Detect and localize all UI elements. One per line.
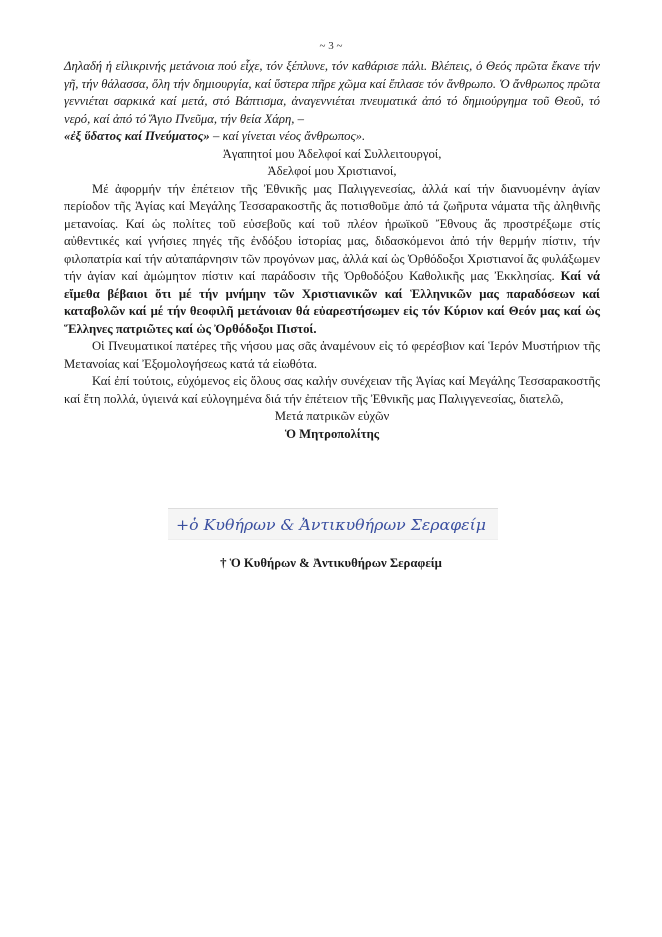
closing-paragraph: Καί ἐπί τούτοις, εὐχόμενος εἰς ὅλους σας καλήν συνέχειαν τῆς Ἁγίας καί Μεγάλης Τεσσαρακοστῆς καί ἔτη πολλά, ὑγιεινά καί εὐλογημένα διά τήν ἐπέτειον τῆς Ἐθνικῆς μας Παλιγγενεσίας, διατελῶ, [64,374,600,406]
closing-wishes: Μετά πατρικῶν εὐχῶν [274,409,390,423]
page-number: ~ 3 ~ [319,40,343,52]
handwritten-signature [168,508,498,540]
main-paragraph-bold: Καί νά εἴμεθα βέβαιοι ὅτι μέ τήν μνήμην τῶν Χριστιανικῶν καί Ἑλληνικῶν μας παραδόσεων καί καταβολῶν καί μέ τήν θεοφιλῆ μετάνοιαν θά εὐαρεστήσωμεν εἰς τόν Κύριον καί Θεόν μας καί ὡς Ἕλληνες πατριῶτες καί ὡς Ὀρθόδοξοι Πιστοί. [64,269,600,336]
metropolitan-title: Ὁ Μητροπολίτης [284,426,380,441]
svg-text:+ὁ Κυθήρων & Ἀντικυθήρων Σεραφ: +ὁ Κυθήρων & Ἀντικυθήρων Σεραφείμ [176,516,486,534]
confession-paragraph: Οἱ Πνευματικοί πατέρες τῆς νήσου μας σᾶς ἀναμένουν εἰς τό φερέσβιον καί Ἱερόν Μυστήριον τῆς Μετανοίας καί Ἐξομολογήσεως κατά τά εἰωθότα. [64,339,600,371]
main-paragraph-text: Μέ ἀφορμήν τήν ἐπέτειον τῆς Ἐθνικῆς μας Παλιγγενεσίας, ἀλλά καί τήν διανυομένην ἁγίαν περίοδον τῆς Ἁγίας καί Μεγάλης Τεσσαρακοστῆς ἄς ποτισθοῦμε ἀπό τά ζωῆρυτα νάματα τῆς ἀληθινῆς μετανοίας. Καί ὡς πολίτες τοῦ εὐσεβοῦς καί τοῦ πλέον ἡρωϊκοῦ Ἔθνους ἄς προστρέξωμε στίς αὐθεντικές καί γνήσιες πηγές τῆς ἐνδόξου ἱστορίας μας, διδασκόμενοι ἀπό τήν θερμήν πίστιν, τήν φιλοπατρία καί τήν αὐταπάρνησιν τῶν προγόνων μας, ἀλλά καί ὡς Ὀρθόδοξοι Χριστιανοί ἄς φυλάξωμεν τήν ἁγίαν καί ἀμώμητον πίστιν καί παράδοσιν τῆς Ὀρθοδόξου Καθολικῆς μας Ἐκκλησίας. [64,181,600,283]
greeting-faithful: Ἀδελφοί μου Χριστιανοί, [267,164,397,178]
signature-image [168,509,498,539]
greeting-clergy: Ἀγαπητοί μου Ἀδελφοί καί Συλλειτουργοί, [222,146,442,161]
quote-end: – καί γίνεται νέος ἄνθρωπος». [209,129,366,143]
quote-text: Δηλαδή ἡ εἰλικρινής μετάνοια πού εἶχε, τόν ξέπλυνε, τόν καθάρισε πάλι. Βλέπεις, ὁ Θεός πρῶτα ἔκανε τήν γῆ, τήν θάλασσα, ὅλη τήν δημιουργία, καί ὕστερα πῆρε χῶμα καί ἔπλασε τόν ἄνθρωπο. Ὁ ἄνθρωπος πρῶτα γεννιέται σαρκικά καί μετά, στό Βάπτισμα, ἀναγεννιέται πνευματικά ἀπό τό δημιούργημα τοῦ Θεοῦ, τό νερό, καί ἀπό τό Ἅγιο Πνεῦμα, τήν θεία Χάρη, – [64,59,600,126]
quote-paragraph [64,58,600,146]
letter-body [64,58,600,443]
quote-bold: «ἐξ ὕδατος καί Πνεύματος» [64,129,210,143]
main-paragraph [64,181,600,339]
signature-name: † Ὁ Κυθήρων & Ἀντικυθήρων Σεραφείμ [220,556,442,570]
